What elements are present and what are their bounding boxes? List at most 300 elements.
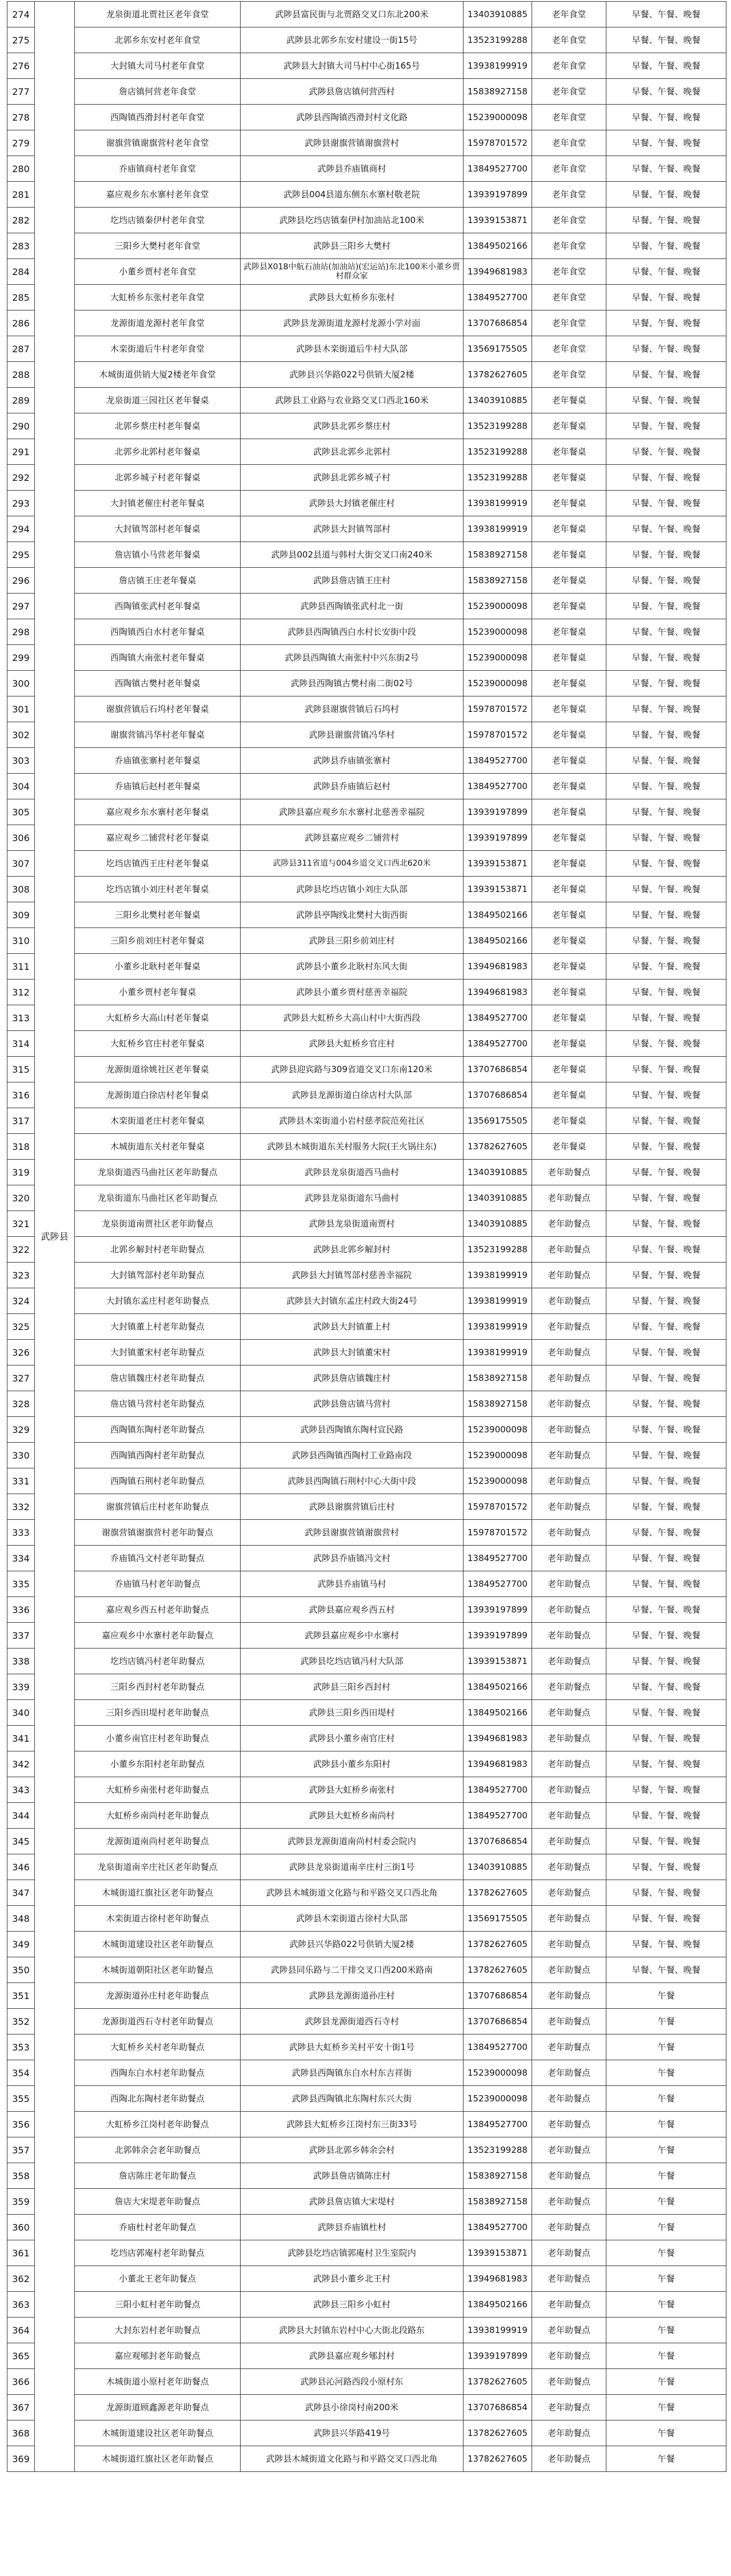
point-address: 武陟县龙泉街道东马曲村 — [241, 1185, 464, 1211]
meal-service: 午餐 — [606, 2060, 726, 2086]
row-number: 331 — [7, 1468, 35, 1494]
table-row — [7, 568, 726, 594]
table-row — [7, 2318, 726, 2343]
point-name: 小董乡贾村老年餐桌 — [75, 980, 241, 1005]
point-address: 武陟县嘉应观乡中水寨村 — [241, 1623, 464, 1649]
row-number: 336 — [7, 1597, 35, 1623]
point-type: 老年助餐点 — [532, 2318, 606, 2343]
point-type: 老年助餐点 — [532, 2215, 606, 2240]
contact-phone: 13938199919 — [464, 1340, 532, 1365]
point-address: 武陟县谢旗营镇谢旗营村 — [241, 130, 464, 156]
point-type: 老年助餐点 — [532, 2112, 606, 2137]
meal-service: 早餐、午餐、晚餐 — [606, 156, 726, 182]
table-row — [7, 1211, 726, 1237]
point-address: 武陟县三阳乡西田堤村 — [241, 1700, 464, 1726]
point-address: 武陟县北郭乡韩余会村 — [241, 2137, 464, 2163]
point-name: 龙源街道西石寺村老年助餐点 — [75, 2009, 241, 2034]
row-number: 295 — [7, 542, 35, 568]
point-name: 小董乡贾村老年食堂 — [75, 259, 241, 285]
table-row — [7, 2086, 726, 2112]
contact-phone: 13569175505 — [464, 1906, 532, 1932]
point-type: 老年食堂 — [532, 2, 606, 27]
meal-service: 早餐、午餐、晚餐 — [606, 825, 726, 851]
contact-phone: 13939153871 — [464, 208, 532, 233]
point-name: 三阳乡大樊村老年食堂 — [75, 233, 241, 259]
point-name: 大封东岩村老年助餐点 — [75, 2318, 241, 2343]
point-name: 三阳乡前刘庄村老年餐桌 — [75, 928, 241, 954]
point-address: 武陟县大封镇董上村 — [241, 1314, 464, 1340]
meal-service: 早餐、午餐、晚餐 — [606, 53, 726, 79]
point-address: 武陟县西陶镇东陶村宣民路 — [241, 1417, 464, 1443]
row-number: 300 — [7, 671, 35, 696]
table-row — [7, 1365, 726, 1391]
point-name: 詹店镇王庄老年餐桌 — [75, 568, 241, 594]
point-name: 龙泉街道东马曲社区老年助餐点 — [75, 1185, 241, 1211]
contact-phone: 13849527700 — [464, 2215, 532, 2240]
table-row — [7, 1957, 726, 1983]
point-type: 老年助餐点 — [532, 1571, 606, 1597]
point-address: 武陟县沁河路西段小原村东 — [241, 2369, 464, 2395]
point-type: 老年助餐点 — [532, 1417, 606, 1443]
point-type: 老年助餐点 — [532, 2060, 606, 2086]
meal-service: 早餐、午餐、晚餐 — [606, 696, 726, 722]
point-address: 武陟县圪垱店镇郭庵村卫生室院内 — [241, 2240, 464, 2266]
meal-service: 早餐、午餐、晚餐 — [606, 1314, 726, 1340]
table-row — [7, 1854, 726, 1880]
contact-phone: 13849527700 — [464, 156, 532, 182]
point-name: 詹店大宋堤老年助餐点 — [75, 2189, 241, 2215]
table-row — [7, 1391, 726, 1417]
meal-service: 早餐、午餐、晚餐 — [606, 851, 726, 877]
point-name: 大封镇驾部村老年助餐点 — [75, 1263, 241, 1288]
table-row — [7, 516, 726, 542]
contact-phone: 13849502166 — [464, 2292, 532, 2318]
row-number: 328 — [7, 1391, 35, 1417]
contact-phone: 15239000098 — [464, 671, 532, 696]
point-type: 老年餐桌 — [532, 748, 606, 774]
meal-service: 午餐 — [606, 2189, 726, 2215]
point-type: 老年餐桌 — [532, 1082, 606, 1108]
row-number: 326 — [7, 1340, 35, 1365]
row-number: 347 — [7, 1880, 35, 1906]
table-row — [7, 2292, 726, 2318]
row-number: 303 — [7, 748, 35, 774]
row-number: 305 — [7, 799, 35, 825]
contact-phone: 13949681983 — [464, 980, 532, 1005]
point-address: 武陟县木栾街道后牛村大队部 — [241, 336, 464, 362]
point-address: 武陟县西陶镇张武村北一街 — [241, 594, 464, 619]
row-number: 323 — [7, 1263, 35, 1288]
meal-service: 早餐、午餐、晚餐 — [606, 619, 726, 645]
point-address: 武陟县工业路与农业路交叉口西北160米 — [241, 388, 464, 413]
table-row — [7, 1571, 726, 1597]
row-number: 279 — [7, 130, 35, 156]
point-type: 老年助餐点 — [532, 1365, 606, 1391]
meal-service: 早餐、午餐、晚餐 — [606, 1700, 726, 1726]
point-name: 西陶镇东陶村老年助餐点 — [75, 1417, 241, 1443]
point-name: 嘉应观乡二铺营村老年餐桌 — [75, 825, 241, 851]
row-number: 324 — [7, 1288, 35, 1314]
row-number: 340 — [7, 1700, 35, 1726]
table-row — [7, 1160, 726, 1185]
point-type: 老年助餐点 — [532, 1777, 606, 1803]
point-address: 武陟县小董乡北王村 — [241, 2266, 464, 2292]
meal-service: 早餐、午餐、晚餐 — [606, 1134, 726, 1160]
row-number: 366 — [7, 2369, 35, 2395]
point-name: 木城街道供销大厦2楼老年食堂 — [75, 362, 241, 388]
contact-phone: 13782627605 — [464, 2420, 532, 2446]
row-number: 318 — [7, 1134, 35, 1160]
point-type: 老年餐桌 — [532, 877, 606, 902]
contact-phone: 13849527700 — [464, 2034, 532, 2060]
point-address: 武陟县詹店镇大宋堤村 — [241, 2189, 464, 2215]
meal-service: 早餐、午餐、晚餐 — [606, 413, 726, 439]
contact-phone: 13849527700 — [464, 1803, 532, 1829]
point-type: 老年餐桌 — [532, 825, 606, 851]
point-type: 老年食堂 — [532, 208, 606, 233]
row-number: 302 — [7, 722, 35, 748]
point-name: 大封镇大司马村老年食堂 — [75, 53, 241, 79]
point-type: 老年食堂 — [532, 233, 606, 259]
point-address: 武陟县龙源街道孙庄村 — [241, 1983, 464, 2009]
row-number: 313 — [7, 1005, 35, 1031]
point-name: 北郭乡东安村老年食堂 — [75, 27, 241, 53]
point-name: 三阳乡北樊村老年餐桌 — [75, 902, 241, 928]
point-type: 老年助餐点 — [532, 2009, 606, 2034]
meal-service: 早餐、午餐、晚餐 — [606, 1160, 726, 1185]
point-type: 老年餐桌 — [532, 954, 606, 980]
point-name: 詹店镇魏庄村老年助餐点 — [75, 1365, 241, 1391]
table-row — [7, 1057, 726, 1082]
contact-phone: 13849527700 — [464, 774, 532, 799]
meal-service: 午餐 — [606, 2318, 726, 2343]
point-type: 老年食堂 — [532, 336, 606, 362]
point-name: 嘉应观乡西五村老年助餐点 — [75, 1597, 241, 1623]
meal-service: 午餐 — [606, 2446, 726, 2472]
point-type: 老年助餐点 — [532, 2163, 606, 2189]
contact-phone: 13849502166 — [464, 1674, 532, 1700]
contact-phone: 13849527700 — [464, 1777, 532, 1803]
contact-phone: 15838927158 — [464, 79, 532, 105]
meal-service: 早餐、午餐、晚餐 — [606, 877, 726, 902]
contact-phone: 15978701572 — [464, 1494, 532, 1520]
point-name: 詹店镇小马营老年餐桌 — [75, 542, 241, 568]
row-number: 294 — [7, 516, 35, 542]
point-name: 大虹桥乡南尚村老年助餐点 — [75, 1803, 241, 1829]
point-address: 武陟县西陶镇北东陶村东兴大街 — [241, 2086, 464, 2112]
row-number: 333 — [7, 1520, 35, 1546]
point-address: 武陟县西陶镇东白水村东吉祥街 — [241, 2060, 464, 2086]
row-number: 345 — [7, 1829, 35, 1854]
point-name: 乔庙镇商村老年食堂 — [75, 156, 241, 182]
meal-service: 早餐、午餐、晚餐 — [606, 1777, 726, 1803]
point-address: 武陟县詹店镇马营村 — [241, 1391, 464, 1417]
point-name: 木栾街道后牛村老年食堂 — [75, 336, 241, 362]
point-address: 武陟县002县道与韩村大街交叉口南240米 — [241, 542, 464, 568]
row-number: 368 — [7, 2420, 35, 2446]
point-type: 老年助餐点 — [532, 2034, 606, 2060]
contact-phone: 13707686854 — [464, 2395, 532, 2420]
point-address: 武陟县圪垱店镇冯村大队部 — [241, 1649, 464, 1674]
meal-service: 午餐 — [606, 2292, 726, 2318]
meal-service: 午餐 — [606, 2369, 726, 2395]
point-address: 武陟县嘉应观乡二铺营村 — [241, 825, 464, 851]
meal-service: 早餐、午餐、晚餐 — [606, 1494, 726, 1520]
point-name: 谢旗营镇谢旗营村老年助餐点 — [75, 1520, 241, 1546]
point-type: 老年餐桌 — [532, 774, 606, 799]
meal-service: 早餐、午餐、晚餐 — [606, 1288, 726, 1314]
table-row — [7, 27, 726, 53]
point-address: 武陟县嘉应观乡西五村 — [241, 1597, 464, 1623]
point-address: 武陟县乔庙镇张寨村 — [241, 748, 464, 774]
meal-service: 早餐、午餐、晚餐 — [606, 1443, 726, 1468]
point-type: 老年助餐点 — [532, 1623, 606, 1649]
point-type: 老年助餐点 — [532, 2266, 606, 2292]
row-number: 337 — [7, 1623, 35, 1649]
contact-phone: 13569175505 — [464, 1108, 532, 1134]
point-name: 西陶镇张武村老年餐桌 — [75, 594, 241, 619]
table-row — [7, 2395, 726, 2420]
contact-phone: 15838927158 — [464, 2163, 532, 2189]
point-type: 老年助餐点 — [532, 1340, 606, 1365]
point-name: 北郭乡解封村老年助餐点 — [75, 1237, 241, 1263]
point-name: 圪垱店镇小刘庄村老年餐桌 — [75, 877, 241, 902]
table-row — [7, 1700, 726, 1726]
county-cell: 武陟县 — [35, 2, 75, 2472]
row-number: 358 — [7, 2163, 35, 2189]
contact-phone: 13782627605 — [464, 1134, 532, 1160]
table-row — [7, 233, 726, 259]
table-row — [7, 799, 726, 825]
table-row — [7, 388, 726, 413]
contact-phone: 15838927158 — [464, 2189, 532, 2215]
table-row — [7, 1417, 726, 1443]
contact-phone: 13782627605 — [464, 1957, 532, 1983]
point-name: 西陶北东陶村老年助餐点 — [75, 2086, 241, 2112]
point-name: 木城街道建设社区老年助餐点 — [75, 1932, 241, 1957]
table-row — [7, 2240, 726, 2266]
point-type: 老年助餐点 — [532, 1880, 606, 1906]
row-number: 321 — [7, 1211, 35, 1237]
contact-phone: 13938199919 — [464, 1288, 532, 1314]
point-address: 武陟县木栾街道小岩村慈孝院范苑社区 — [241, 1108, 464, 1134]
point-address: 武陟县谢旗营镇后石坞村 — [241, 696, 464, 722]
point-type: 老年助餐点 — [532, 1854, 606, 1880]
point-name: 西陶镇西陶村老年助餐点 — [75, 1443, 241, 1468]
contact-phone: 15239000098 — [464, 594, 532, 619]
point-name: 大虹桥乡大高山村老年餐桌 — [75, 1005, 241, 1031]
point-name: 乔庙镇冯文村老年助餐点 — [75, 1546, 241, 1571]
meal-service: 早餐、午餐、晚餐 — [606, 310, 726, 336]
point-type: 老年助餐点 — [532, 1211, 606, 1237]
meal-service: 早餐、午餐、晚餐 — [606, 1082, 726, 1108]
contact-phone: 13523199288 — [464, 413, 532, 439]
table-row — [7, 2420, 726, 2446]
point-type: 老年助餐点 — [532, 1520, 606, 1546]
table-row — [7, 851, 726, 877]
table-row — [7, 1674, 726, 1700]
contact-phone: 13849527700 — [464, 1031, 532, 1057]
point-address: 武陟县三阳乡西封村 — [241, 1674, 464, 1700]
row-number: 298 — [7, 619, 35, 645]
table-row — [7, 1443, 726, 1468]
contact-phone: 15239000098 — [464, 645, 532, 671]
contact-phone: 13939153871 — [464, 1649, 532, 1674]
point-address: 武陟县龙源街道西石寺村 — [241, 2009, 464, 2034]
meal-service: 早餐、午餐、晚餐 — [606, 1649, 726, 1674]
row-number: 363 — [7, 2292, 35, 2318]
point-type: 老年餐桌 — [532, 619, 606, 645]
contact-phone: 13939153871 — [464, 851, 532, 877]
point-name: 西陶东白水村老年助餐点 — [75, 2060, 241, 2086]
row-number: 330 — [7, 1443, 35, 1468]
table-row — [7, 1134, 726, 1160]
row-number: 314 — [7, 1031, 35, 1057]
meal-service: 早餐、午餐、晚餐 — [606, 1468, 726, 1494]
row-number: 292 — [7, 465, 35, 491]
meal-service: 早餐、午餐、晚餐 — [606, 1571, 726, 1597]
table-row — [7, 1314, 726, 1340]
table-row — [7, 619, 726, 645]
meal-service: 早餐、午餐、晚餐 — [606, 722, 726, 748]
point-type: 老年助餐点 — [532, 2343, 606, 2369]
table-row — [7, 722, 726, 748]
meal-service: 早餐、午餐、晚餐 — [606, 1185, 726, 1211]
point-name: 詹店镇马营村老年助餐点 — [75, 1391, 241, 1417]
contact-phone: 13403910885 — [464, 388, 532, 413]
point-type: 老年食堂 — [532, 259, 606, 285]
row-number: 349 — [7, 1932, 35, 1957]
table-row — [7, 2060, 726, 2086]
table-row — [7, 1108, 726, 1134]
meal-service: 早餐、午餐、晚餐 — [606, 1211, 726, 1237]
point-type: 老年助餐点 — [532, 2420, 606, 2446]
contact-phone: 13949681983 — [464, 954, 532, 980]
meal-service: 早餐、午餐、晚餐 — [606, 1031, 726, 1057]
table-row — [7, 1340, 726, 1365]
point-name: 北郭乡北郭村老年餐桌 — [75, 439, 241, 465]
table-row — [7, 1597, 726, 1623]
meal-service: 早餐、午餐、晚餐 — [606, 980, 726, 1005]
table-row — [7, 2343, 726, 2369]
point-name: 西陶镇西白水村老年餐桌 — [75, 619, 241, 645]
point-address: 武陟县谢旗营镇谢旗营村 — [241, 1520, 464, 1546]
table-row — [7, 2266, 726, 2292]
table-row — [7, 1623, 726, 1649]
point-name: 嘉应观郇封老年助餐点 — [75, 2343, 241, 2369]
meal-service: 午餐 — [606, 1983, 726, 2009]
point-name: 三阳小虹村老年助餐点 — [75, 2292, 241, 2318]
meal-service: 早餐、午餐、晚餐 — [606, 1932, 726, 1957]
meal-service: 早餐、午餐、晚餐 — [606, 954, 726, 980]
table-row — [7, 310, 726, 336]
contact-phone: 13523199288 — [464, 27, 532, 53]
contact-phone: 13403910885 — [464, 1160, 532, 1185]
point-address: 武陟县大虹桥乡关村平安十街1号 — [241, 2034, 464, 2060]
row-number: 325 — [7, 1314, 35, 1340]
table-row — [7, 1082, 726, 1108]
point-address: 武陟县圪垱店镇小刘庄大队部 — [241, 877, 464, 902]
meal-service: 早餐、午餐、晚餐 — [606, 336, 726, 362]
point-name: 乔庙镇马村老年助餐点 — [75, 1571, 241, 1597]
point-type: 老年餐桌 — [532, 1005, 606, 1031]
point-address: 武陟县311省道与004乡道交叉口西北620米 — [241, 851, 464, 877]
point-name: 嘉应观乡东水寨村老年餐桌 — [75, 799, 241, 825]
contact-phone: 13938199919 — [464, 1263, 532, 1288]
table-row — [7, 1237, 726, 1263]
meal-service: 午餐 — [606, 2112, 726, 2137]
point-address: 武陟县大封镇驾部村 — [241, 516, 464, 542]
table-row — [7, 2189, 726, 2215]
service-point-table — [7, 1, 726, 2472]
point-name: 木栾街道古徐村老年助餐点 — [75, 1906, 241, 1932]
meal-service: 午餐 — [606, 2240, 726, 2266]
meal-service: 早餐、午餐、晚餐 — [606, 1829, 726, 1854]
point-type: 老年助餐点 — [532, 1288, 606, 1314]
point-name: 木城街道建设社区老年助餐点 — [75, 2420, 241, 2446]
point-name: 大封镇董上村老年助餐点 — [75, 1314, 241, 1340]
table-row — [7, 285, 726, 310]
point-name: 木城街道朝阳社区老年助餐点 — [75, 1957, 241, 1983]
meal-service: 早餐、午餐、晚餐 — [606, 27, 726, 53]
contact-phone: 13949681983 — [464, 1751, 532, 1777]
point-type: 老年助餐点 — [532, 1700, 606, 1726]
meal-service: 早餐、午餐、晚餐 — [606, 1417, 726, 1443]
point-type: 老年餐桌 — [532, 413, 606, 439]
table-row — [7, 2112, 726, 2137]
table-row — [7, 954, 726, 980]
table-row — [7, 1649, 726, 1674]
meal-service: 早餐、午餐、晚餐 — [606, 1854, 726, 1880]
point-type: 老年助餐点 — [532, 1597, 606, 1623]
contact-phone: 13938199919 — [464, 491, 532, 516]
point-type: 老年餐桌 — [532, 928, 606, 954]
contact-phone: 13849527700 — [464, 1571, 532, 1597]
point-name: 龙泉街道北贾社区老年食堂 — [75, 2, 241, 27]
point-address: 武陟县大虹桥乡东张村 — [241, 285, 464, 310]
table-row — [7, 774, 726, 799]
row-number: 356 — [7, 2112, 35, 2137]
meal-service: 早餐、午餐、晚餐 — [606, 130, 726, 156]
table-row — [7, 1829, 726, 1854]
point-type: 老年助餐点 — [532, 1829, 606, 1854]
table-row — [7, 2369, 726, 2395]
point-name: 小董北王老年助餐点 — [75, 2266, 241, 2292]
table-row — [7, 1751, 726, 1777]
point-name: 谢旗营镇谢旗营村老年食堂 — [75, 130, 241, 156]
point-type: 老年助餐点 — [532, 1906, 606, 1932]
contact-phone: 13782627605 — [464, 1932, 532, 1957]
table-row — [7, 2009, 726, 2034]
point-type: 老年食堂 — [532, 362, 606, 388]
table-row — [7, 542, 726, 568]
point-type: 老年餐桌 — [532, 594, 606, 619]
table-row — [7, 105, 726, 130]
point-type: 老年餐桌 — [532, 388, 606, 413]
row-number: 334 — [7, 1546, 35, 1571]
point-name: 詹店镇何营老年食堂 — [75, 79, 241, 105]
point-name: 大封镇董宋村老年助餐点 — [75, 1340, 241, 1365]
point-address: 武陟县小董乡贾村慈善幸福院 — [241, 980, 464, 1005]
meal-service: 早餐、午餐、晚餐 — [606, 568, 726, 594]
point-name: 西陶镇西滑封村老年食堂 — [75, 105, 241, 130]
point-name: 圪垱店镇秦伊村老年食堂 — [75, 208, 241, 233]
point-name: 大封镇东孟庄村老年助餐点 — [75, 1288, 241, 1314]
point-name: 圪垱店镇冯村老年助餐点 — [75, 1649, 241, 1674]
table-row — [7, 2, 726, 27]
contact-phone: 13939197899 — [464, 2343, 532, 2369]
meal-service: 早餐、午餐、晚餐 — [606, 1520, 726, 1546]
